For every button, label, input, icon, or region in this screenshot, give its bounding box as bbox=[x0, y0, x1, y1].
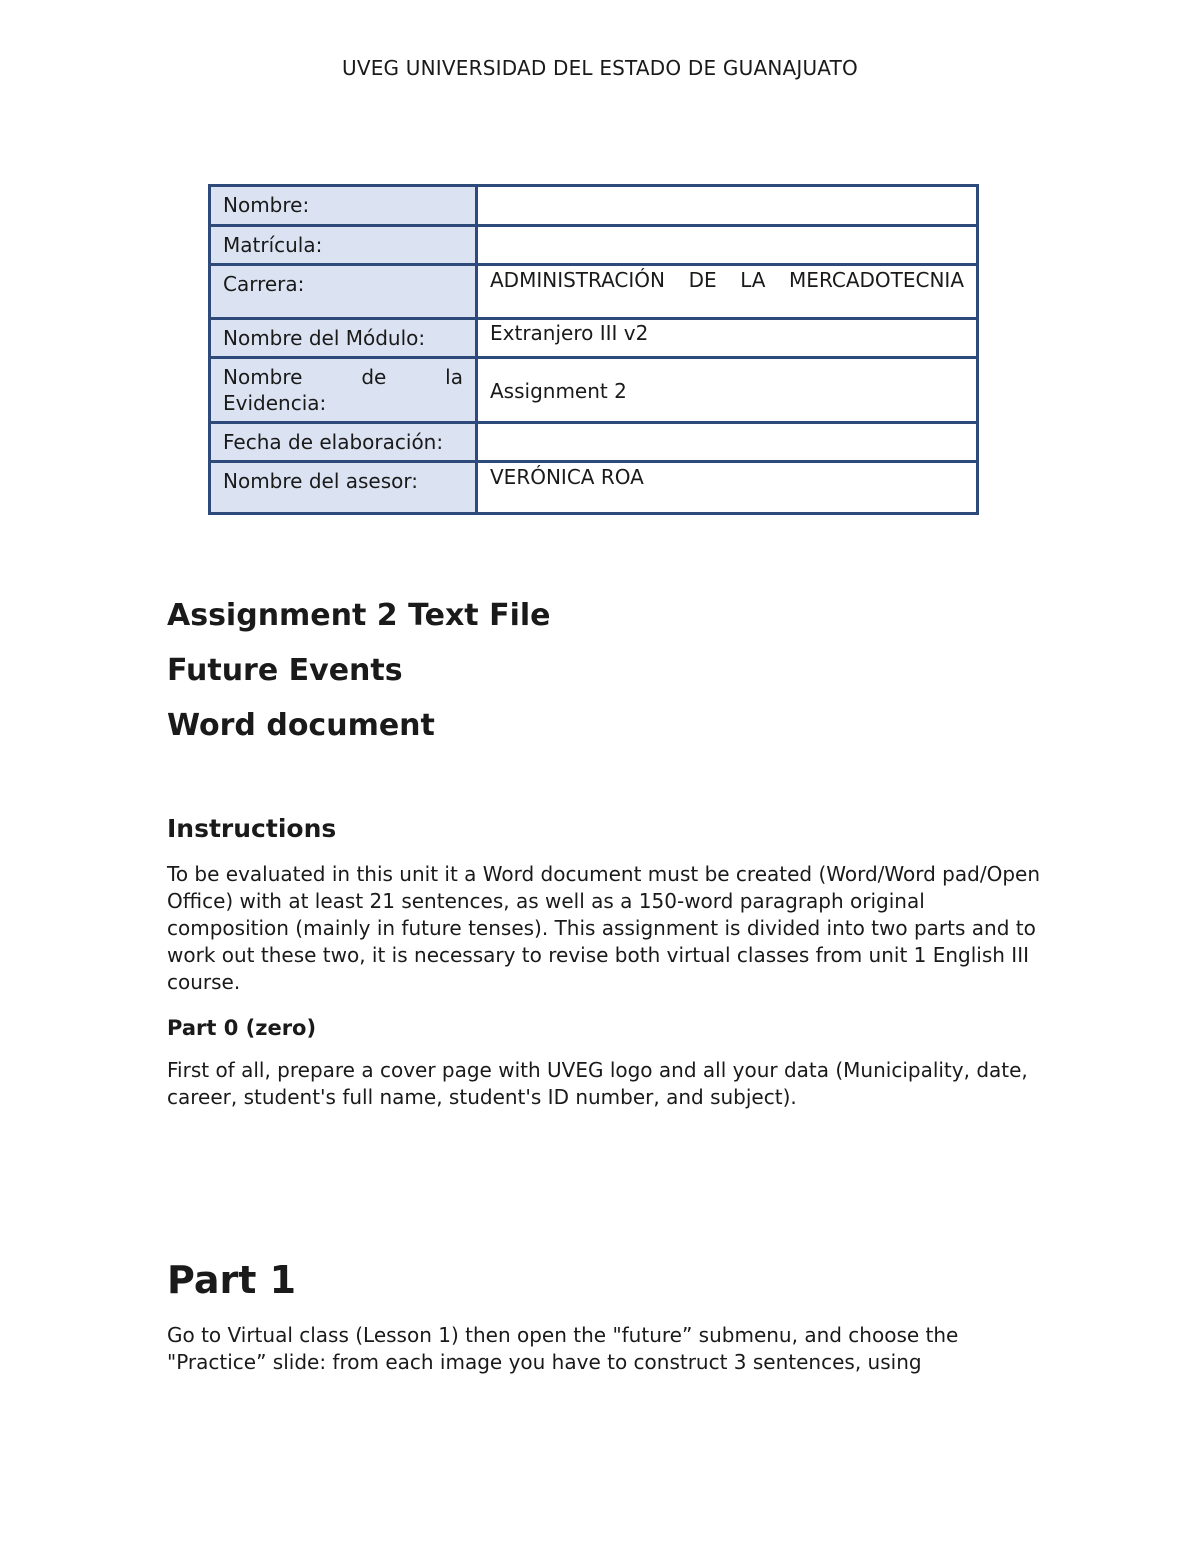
asesor-label: Nombre del asesor: bbox=[210, 462, 477, 514]
assignment-title: Assignment 2 Text File bbox=[167, 598, 551, 633]
part1-section bbox=[167, 1258, 1047, 1376]
table-row bbox=[210, 319, 978, 358]
subtitle-future-events: Future Events bbox=[167, 653, 403, 688]
carrera-label: Carrera: bbox=[210, 265, 477, 319]
part1-paragraph: Go to Virtual class (Lesson 1) then open the "future” submenu, and choose the "Practice” slide: from each image you have to construct 3 sentences, using bbox=[167, 1323, 959, 1374]
nombre-value bbox=[477, 186, 978, 226]
fecha-value bbox=[477, 423, 978, 462]
part0-paragraph: First of all, prepare a cover page with UVEG logo and all your data (Municipality, date, career, student's full name, student's ID number, and subject). bbox=[167, 1058, 1028, 1109]
table-row bbox=[210, 186, 978, 226]
subtitle-word-document: Word document bbox=[167, 708, 435, 743]
matricula-value bbox=[477, 226, 978, 265]
document-header: UVEG UNIVERSIDAD DEL ESTADO DE GUANAJUATO bbox=[341, 56, 858, 80]
table-row bbox=[210, 265, 978, 319]
title-block bbox=[167, 598, 1047, 744]
table-row bbox=[210, 423, 978, 462]
nombre-label: Nombre: bbox=[210, 186, 477, 226]
matricula-label: Matrícula: bbox=[210, 226, 477, 265]
evidencia-label: Nombre de la Evidencia: bbox=[210, 358, 477, 423]
student-info-table bbox=[208, 184, 979, 515]
carrera-value: ADMINISTRACIÓN DE LA MERCADOTECNIA bbox=[477, 265, 978, 319]
asesor-value: VERÓNICA ROA bbox=[477, 462, 978, 514]
part1-heading: Part 1 bbox=[167, 1258, 297, 1302]
table-row bbox=[210, 358, 978, 423]
table-row bbox=[210, 226, 978, 265]
fecha-label: Fecha de elaboración: bbox=[210, 423, 477, 462]
instructions-heading: Instructions bbox=[167, 814, 337, 843]
modulo-label: Nombre del Módulo: bbox=[210, 319, 477, 358]
table-row bbox=[210, 462, 978, 514]
instructions-paragraph: To be evaluated in this unit it a Word document must be created (Word/Word pad/Open Office) with at least 21 sentences, as well as a 150-word paragraph original composition (mainly in future tenses). This assignment is divided into two parts and to work out these two, it is necessary to revise both virtual classes from unit 1 English III course. bbox=[167, 862, 1040, 994]
instructions-section bbox=[167, 814, 1047, 996]
part0-section bbox=[167, 1016, 1047, 1111]
part0-heading: Part 0 (zero) bbox=[167, 1016, 317, 1040]
modulo-value: Extranjero III v2 bbox=[477, 319, 978, 358]
evidencia-value: Assignment 2 bbox=[477, 358, 978, 423]
